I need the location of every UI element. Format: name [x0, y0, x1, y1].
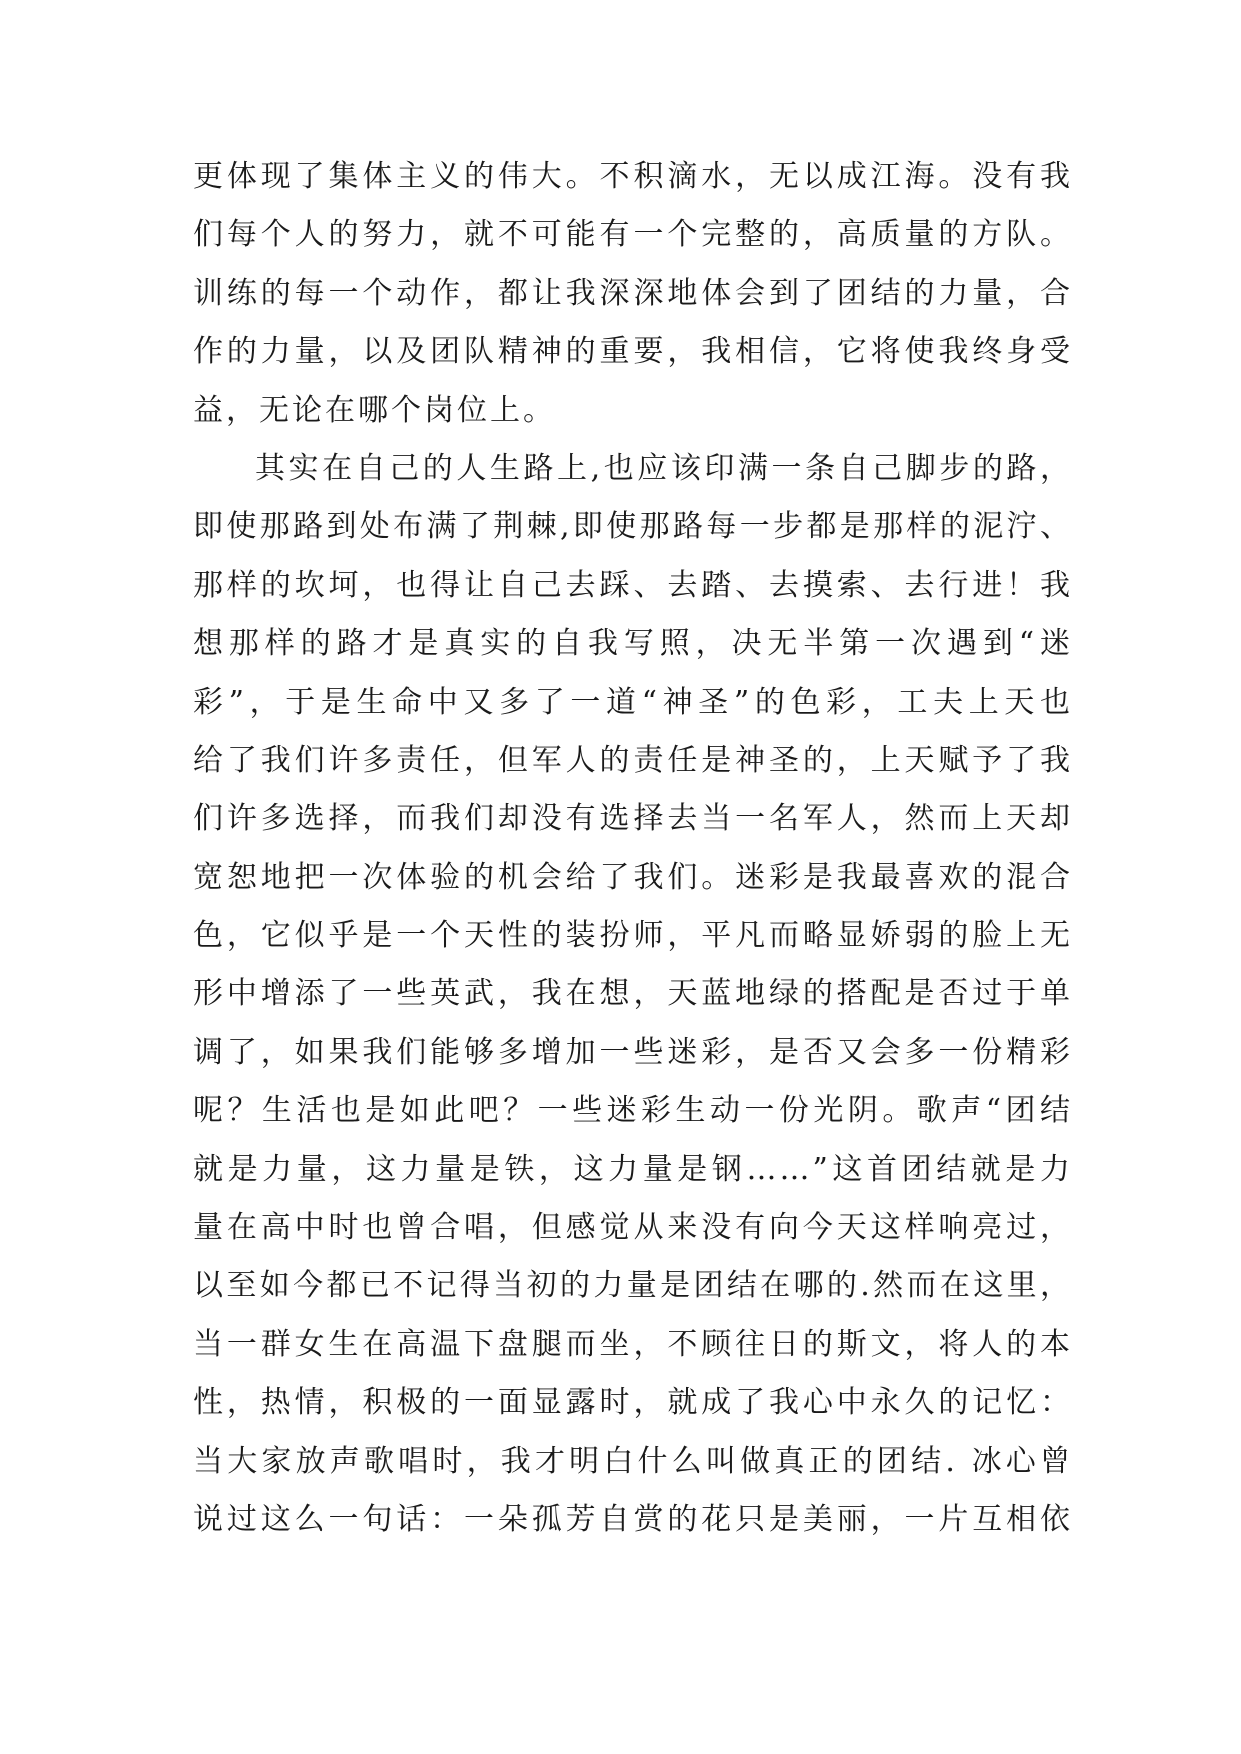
text-line: 们每个人的努力，就不可能有一个完整的，高质量的方队。: [193, 217, 1073, 253]
text-line: 量在高中时也曾合唱，但感觉从来没有向今天这样响亮过，: [193, 1210, 1073, 1246]
body-text: [193, 158, 1073, 1559]
text-line: 作的力量，以及团队精神的重要，我相信，它将使我终身受: [193, 334, 1073, 370]
text-line: 那样的坎坷，也得让自己去踩、去踏、去摸索、去行进！我: [193, 567, 1073, 603]
text-line: 调了，如果我们能够多增加一些迷彩，是否又会多一份精彩: [193, 1034, 1073, 1070]
text-line: 以至如今都已不记得当初的力量是团结在哪的.然而在这里，: [193, 1268, 1073, 1304]
text-line: 即使那路到处布满了荆棘,即使那路每一步都是那样的泥泞、: [193, 509, 1073, 545]
text-line: 性，热情，积极的一面显露时，就成了我心中永久的记忆：: [193, 1385, 1073, 1421]
text-line: 想那样的路才是真实的自我写照，决无半第一次遇到“迷: [193, 626, 1073, 662]
text-line: 彩”，于是生命中又多了一道“神圣”的色彩，工夫上天也: [193, 684, 1073, 720]
text-line: 说过这么一句话：一朵孤芳自赏的花只是美丽，一片互相依: [193, 1501, 1073, 1537]
text-line: 宽恕地把一次体验的机会给了我们。迷彩是我最喜欢的混合: [193, 859, 1073, 895]
text-line: 当大家放声歌唱时，我才明白什么叫做真正的团结. 冰心曾: [193, 1443, 1073, 1479]
text-line: 呢？生活也是如此吧？一些迷彩生动一份光阴。歌声“团结: [193, 1093, 1073, 1129]
text-line: 们许多选择，而我们却没有选择去当一名军人，然而上天却: [193, 801, 1073, 837]
text-line: 当一群女生在高温下盘腿而坐，不顾往日的斯文，将人的本: [193, 1326, 1073, 1362]
text-line: 就是力量，这力量是铁，这力量是钢……”这首团结就是力: [193, 1151, 1073, 1187]
text-line: 给了我们许多责任，但军人的责任是神圣的，上天赋予了我: [193, 742, 1073, 778]
text-line: 益，无论在哪个岗位上。: [193, 392, 556, 428]
text-line: 其实在自己的人生路上,也应该印满一条自己脚步的路，: [255, 450, 1073, 486]
text-line: 色，它似乎是一个天性的装扮师，平凡而略显娇弱的脸上无: [193, 918, 1073, 954]
text-line: 更体现了集体主义的伟大。不积滴水，无以成江海。没有我: [193, 159, 1073, 194]
text-line: 形中增添了一些英武，我在想，天蓝地绿的搭配是否过于单: [193, 976, 1073, 1012]
text-line: 训练的每一个动作，都让我深深地体会到了团结的力量，合: [193, 275, 1073, 311]
